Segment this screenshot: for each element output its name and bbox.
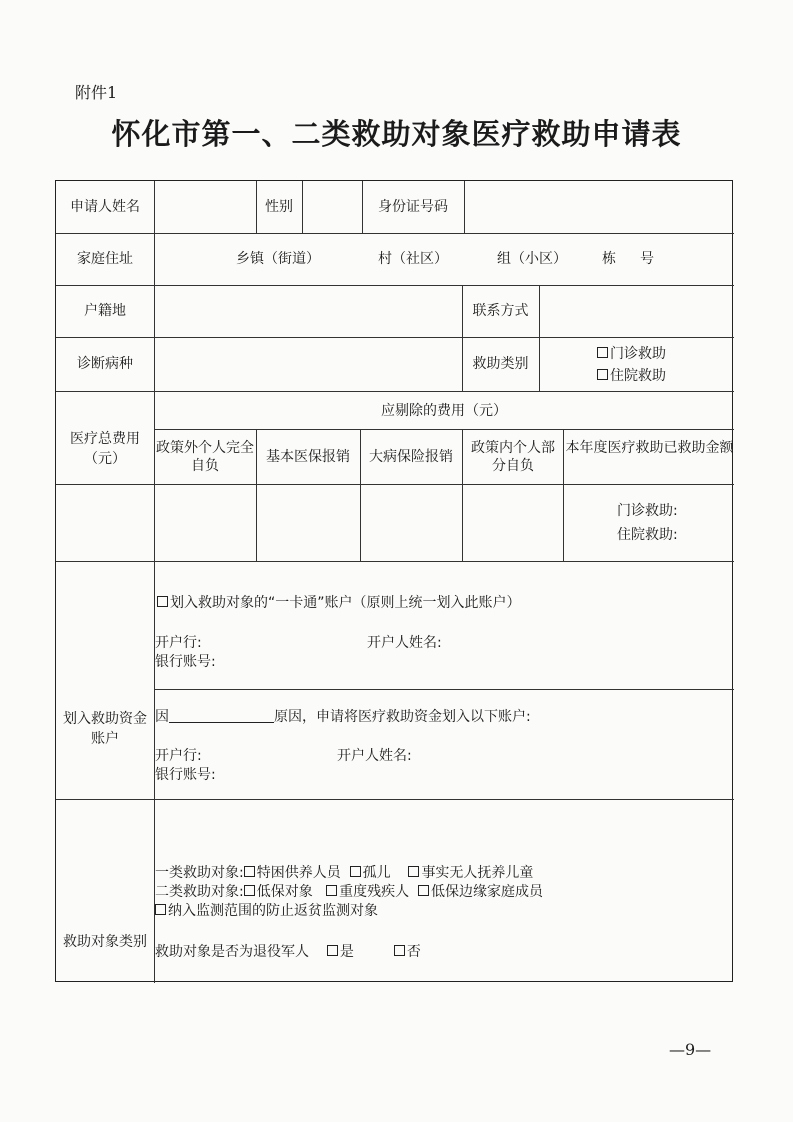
building-label: 栋 [602, 251, 616, 267]
inpatient-amount-label: 住院救助: [617, 527, 678, 543]
deduct-header: 应剔除的费用（元） [381, 403, 507, 419]
first-class-line [155, 864, 533, 882]
bank-label: 开户行: [155, 635, 202, 651]
second-class-line [155, 883, 543, 901]
form-title: 怀化市第一、二类救助对象医疗救助申请表 [111, 117, 682, 151]
diagnosis-label: 诊断病种 [77, 356, 133, 372]
applicant-name-label: 申请人姓名 [70, 199, 140, 215]
account-label: 划入救助资金账户 [63, 711, 147, 747]
checkbox[interactable] [155, 904, 166, 915]
account-number-label: 银行账号: [155, 654, 216, 670]
reason-prefix: 因 [155, 709, 169, 725]
village-label: 村（社区） [378, 251, 448, 267]
outpatient-amount-label: 门诊救助: [617, 503, 678, 519]
household-registration-label: 户籍地 [84, 303, 126, 319]
basic-insurance-label: 基本医保报销 [266, 449, 350, 465]
col-line [462, 285, 463, 391]
holder-label: 开户人姓名: [337, 748, 412, 764]
one-card-option-label: 划入救助对象的“一卡通”账户（原则上统一划入此账户） [170, 595, 521, 611]
holder-label: 开户人姓名: [367, 635, 442, 651]
reason-blank[interactable] [169, 708, 274, 723]
assistance-type-label: 救助类别 [472, 356, 529, 372]
col-line [464, 181, 465, 233]
reason-line [155, 708, 531, 726]
unsupported-child-option: 事实无人抚养儿童 [421, 865, 534, 881]
number-label: 号 [640, 251, 654, 267]
checkbox[interactable] [350, 866, 361, 877]
veteran-question: 救助对象是否为退役军人 [155, 944, 309, 960]
one-card-option[interactable] [157, 594, 521, 612]
yes-option: 是 [339, 944, 354, 960]
outpatient-option[interactable] [597, 345, 666, 363]
row-line [56, 391, 734, 392]
category-label: 救助对象类别 [63, 934, 147, 950]
inpatient-option-label: 住院救助 [610, 368, 666, 384]
col-line [462, 429, 463, 561]
monitor-line [155, 902, 378, 920]
severe-disability-option: 重度残疾人 [339, 884, 410, 900]
self-pay-outside-policy-label: 政策外个人完全自负 [156, 440, 254, 474]
attachment-label: 附件1 [75, 83, 118, 102]
checkbox[interactable] [157, 596, 168, 607]
reason-suffix: 原因，申请将医疗救助资金划入以下账户: [274, 709, 531, 725]
page-number: —9— [669, 1040, 712, 1059]
row-line [56, 561, 734, 562]
assisted-amount-label: 本年度医疗救助已救助金额 [565, 440, 734, 456]
first-class-label: 一类救助对象: [155, 865, 244, 881]
row-line [56, 233, 734, 234]
row-line [154, 689, 734, 690]
row-line [56, 285, 734, 286]
home-address-label: 家庭住址 [77, 251, 133, 267]
id-number-label: 身份证号码 [378, 199, 448, 215]
contact-label: 联系方式 [472, 303, 529, 319]
row-line [56, 799, 734, 800]
bank-label: 开户行: [155, 748, 202, 764]
checkbox[interactable] [597, 347, 608, 358]
col-line [302, 181, 303, 233]
total-cost-label: 医疗总费用（元） [70, 431, 140, 467]
row-line [56, 484, 734, 485]
extreme-poverty-option: 特困供养人员 [256, 865, 341, 881]
township-label: 乡镇（街道） [236, 251, 320, 267]
inpatient-option[interactable] [597, 367, 666, 385]
no-option: 否 [406, 944, 421, 960]
col-line [563, 429, 564, 561]
checkbox[interactable] [394, 945, 405, 956]
orphan-option: 孤儿 [362, 865, 391, 881]
veteran-line [155, 943, 421, 961]
outpatient-option-label: 门诊救助 [610, 346, 666, 362]
checkbox[interactable] [244, 866, 255, 877]
row-line [56, 337, 734, 338]
low-income-option: 低保对象 [256, 884, 313, 900]
self-pay-within-policy-label: 政策内个人部分自负 [471, 440, 555, 474]
second-class-label: 二类救助对象: [155, 884, 244, 900]
gender-label: 性别 [265, 199, 293, 215]
row-line [154, 429, 734, 430]
application-form-table [55, 180, 733, 982]
critical-illness-insurance-label: 大病保险报销 [369, 449, 453, 465]
checkbox[interactable] [244, 885, 255, 896]
account-number-label: 银行账号: [155, 767, 216, 783]
checkbox[interactable] [418, 885, 429, 896]
checkbox[interactable] [597, 369, 608, 380]
group-label: 组（小区） [497, 251, 567, 267]
marginal-family-option: 低保边缘家庭成员 [430, 884, 543, 900]
checkbox[interactable] [408, 866, 419, 877]
col-line [154, 181, 155, 983]
monitor-option: 纳入监测范围的防止返贫监测对象 [168, 903, 378, 919]
checkbox[interactable] [326, 885, 337, 896]
checkbox[interactable] [327, 945, 338, 956]
col-line [539, 285, 540, 391]
